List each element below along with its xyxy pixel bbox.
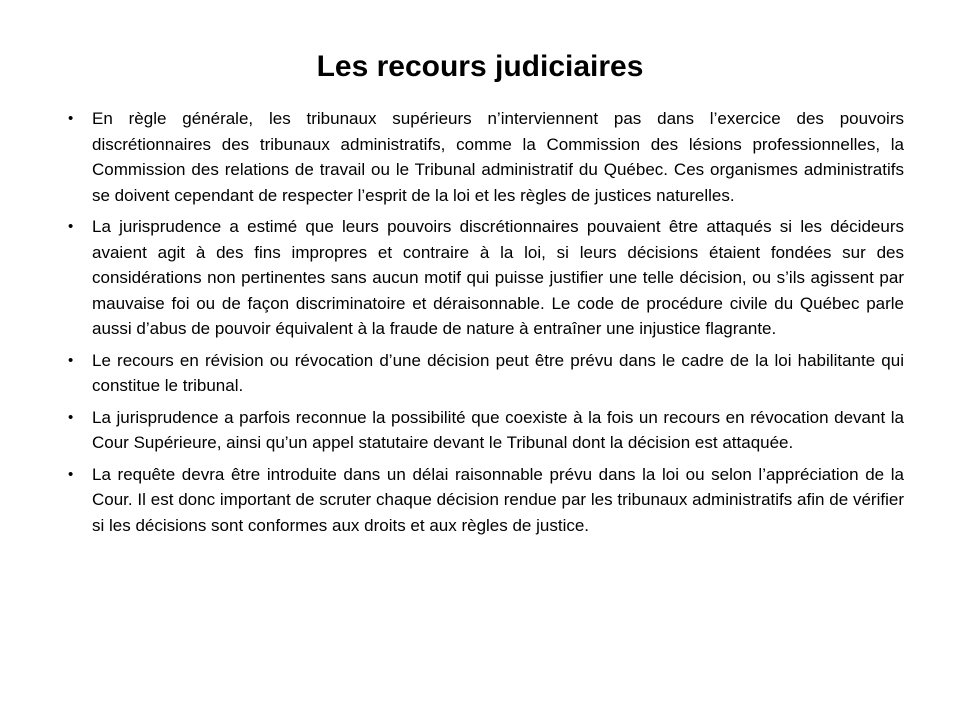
bullet-item [62, 462, 904, 539]
bullet-text: La requête devra être introduite dans un délai raisonnable prévu dans la loi ou selon l’appréciation de la Cour. Il est donc important de scruter chaque décision rendue par les tribunaux administratifs afin de vérifier si les décisions sont conformes aux droits et aux règles de justice. [92, 464, 904, 535]
bullet-icon: • [68, 218, 74, 235]
bullet-text: En règle générale, les tribunaux supérieurs n’interviennent pas dans l’exercice des pouvoirs discrétionnaires des tribunaux administratifs, comme la Commission des lésions professionnelles, la Commission des relations de travail ou le Tribunal administratif du Québec. Ces organismes administratifs se doivent cependant de respecter l’esprit de la loi et les règles de justices naturelles. [92, 109, 904, 205]
bullet-item [62, 348, 904, 399]
bullet-icon: • [68, 465, 74, 483]
bullet-text: La jurisprudence a parfois reconnue la possibilité que coexiste à la fois un recours en révocation devant la Cour Supérieure, ainsi qu’un appel statutaire devant le Tribunal dont la décision est attaquée. [92, 407, 904, 452]
slide-title: Les recours judiciaires [316, 50, 644, 83]
bullet-icon: • [68, 408, 74, 426]
bullet-icon: • [68, 351, 74, 369]
bullet-item [62, 405, 904, 456]
bullet-text: La jurisprudence a estimé que leurs pouvoirs discrétionnaires pouvaient être attaqués si les décideurs avaient agit à des fins impropres et contraire à la loi, si leurs décisions étaient fondées sur des considérations non pertinentes sans aucun motif qui puisse justifier une telle décision, ou s’ils agissent par mauvaise foi ou de façon discriminatoire et déraisonnable. Le code de procédure civile du Québec parle aussi d’abus de pouvoir équivalent à la fraude de nature à entraîner une injustice flagrante. [92, 217, 904, 338]
bullet-item [62, 106, 904, 208]
bullet-text: Le recours en révision ou révocation d’une décision peut être prévu dans le cadre de la loi habilitante qui constitue le tribunal. [92, 350, 904, 395]
bullet-icon: • [68, 110, 74, 127]
bullet-item [62, 214, 904, 342]
slide-body [0, 106, 960, 538]
